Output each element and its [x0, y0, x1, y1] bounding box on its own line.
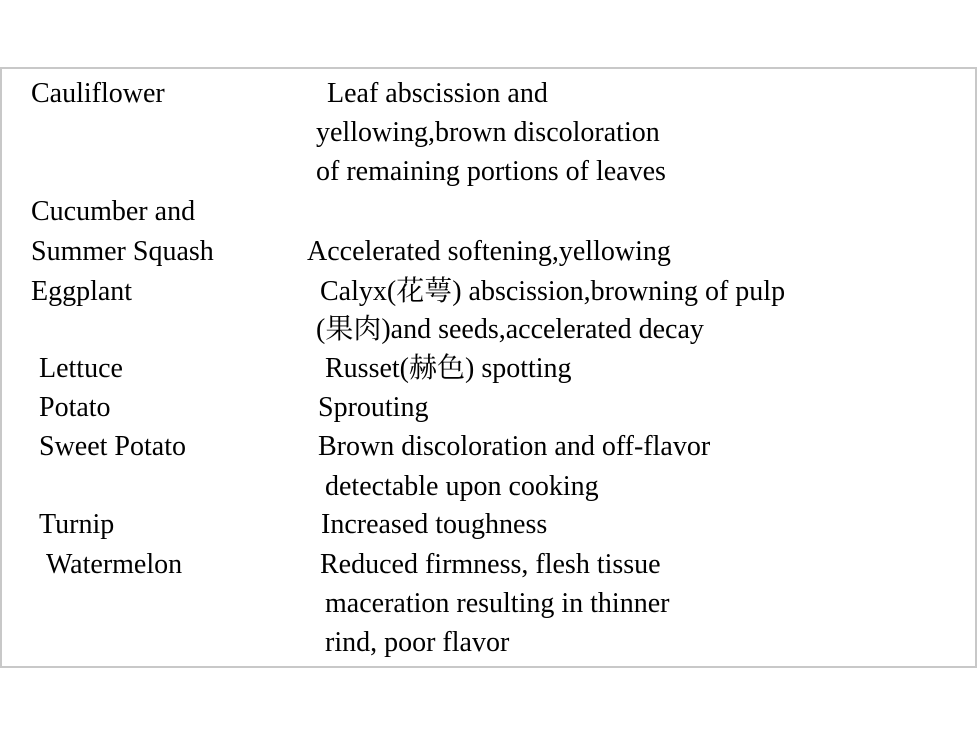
effect-text: Sprouting	[318, 392, 429, 423]
produce-name: Watermelon	[46, 549, 183, 580]
effect-text: of remaining portions of leaves	[316, 156, 666, 187]
effect-text: rind, poor flavor	[325, 627, 510, 658]
produce-name: Turnip	[39, 509, 115, 540]
produce-name: Sweet Potato	[39, 431, 186, 462]
effect-text: Calyx(花萼) abscission,browning of pulp	[320, 276, 786, 307]
effect-text: detectable upon cooking	[325, 471, 599, 502]
effect-text: Leaf abscission and	[327, 78, 548, 109]
effect-text: (果肉)and seeds,accelerated decay	[316, 314, 704, 345]
effect-text: yellowing,brown discoloration	[316, 117, 660, 148]
produce-name: Summer Squash	[31, 236, 214, 267]
produce-name: Eggplant	[31, 276, 133, 307]
effect-text: Accelerated softening,yellowing	[307, 236, 671, 267]
effect-text: maceration resulting in thinner	[325, 588, 670, 619]
effect-text: Brown discoloration and off-flavor	[318, 431, 711, 462]
produce-name: Cucumber and	[31, 196, 196, 227]
produce-name: Cauliflower	[31, 78, 165, 109]
effect-text: Increased toughness	[321, 509, 548, 540]
effect-text: Reduced firmness, flesh tissue	[320, 549, 661, 580]
effect-text: Russet(赫色) spotting	[325, 353, 572, 384]
produce-name: Lettuce	[39, 353, 123, 384]
produce-name: Potato	[39, 392, 111, 423]
